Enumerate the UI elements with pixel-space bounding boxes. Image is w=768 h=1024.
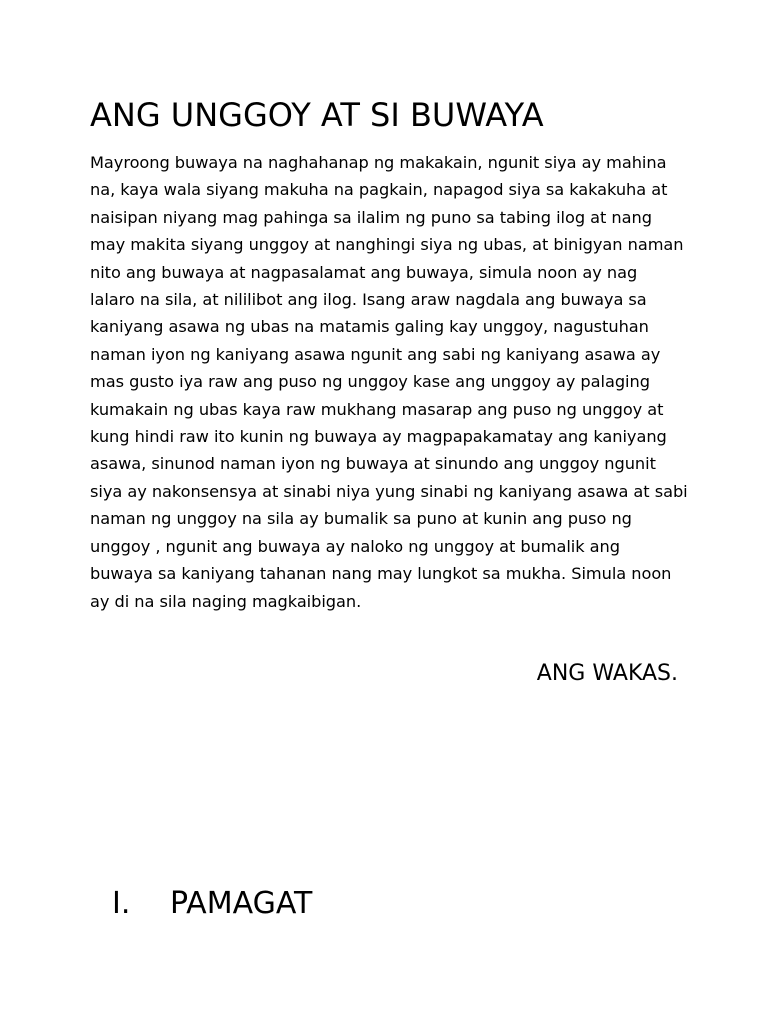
story-line: unggoy , ngunit ang buwaya ay naloko ng unggoy at bumalik ang — [90, 536, 620, 556]
story-title: ANG UNGGOY AT SI BUWAYA — [90, 96, 544, 134]
story-line: naman iyon ng kaniyang asawa ngunit ang sabi ng kaniyang asawa ay — [90, 344, 661, 364]
story-line: ay di na sila naging magkaibigan. — [90, 591, 362, 611]
story-line: siya ay nakonsensya at sinabi niya yung sinabi ng kaniyang asawa at sabi — [90, 481, 688, 501]
section-heading — [112, 883, 312, 925]
story-line: kaniyang asawa ng ubas na matamis galing kay unggoy, nagustuhan — [90, 317, 649, 337]
story-line: na, kaya wala siyang makuha na pagkain, napagod siya sa kakakuha at — [90, 180, 668, 200]
story-line: Mayroong buwaya na naghahanap ng makakain, ngunit siya ay mahina — [90, 153, 667, 172]
story-line: lalaro na sila, at nililibot ang ilog. Isang araw nagdala ang buwaya sa — [90, 290, 647, 310]
story-line: buwaya sa kaniyang tahanan nang may lungkot sa mukha. Simula noon — [90, 564, 672, 584]
story-body — [90, 149, 690, 615]
story-line: naman ng unggoy na sila ay bumalik sa puno at kunin ang puso ng — [90, 509, 632, 529]
story-line: naisipan niyang mag pahinga sa ilalim ng puno sa tabing ilog at nang — [90, 207, 652, 227]
story-line: mas gusto iya raw ang puso ng unggoy kase ang unggoy ay palaging — [90, 372, 650, 392]
section-number: I. — [112, 886, 131, 921]
story-line: kung hindi raw ito kunin ng buwaya ay magpapakamatay ang kaniyang — [90, 427, 667, 447]
story-line: may makita siyang unggoy at nanghingi siya ng ubas, at binigyan naman — [90, 235, 684, 255]
section-label: PAMAGAT — [170, 886, 313, 921]
story-ending: ANG WAKAS. — [536, 661, 678, 686]
story-line: kumakain ng ubas kaya raw mukhang masarap ang puso ng unggoy at — [90, 399, 664, 419]
story-line: asawa, sinunod naman iyon ng buwaya at sinundo ang unggoy ngunit — [90, 454, 656, 474]
story-line: nito ang buwaya at nagpasalamat ang buwaya, simula noon ay nag — [90, 262, 638, 282]
